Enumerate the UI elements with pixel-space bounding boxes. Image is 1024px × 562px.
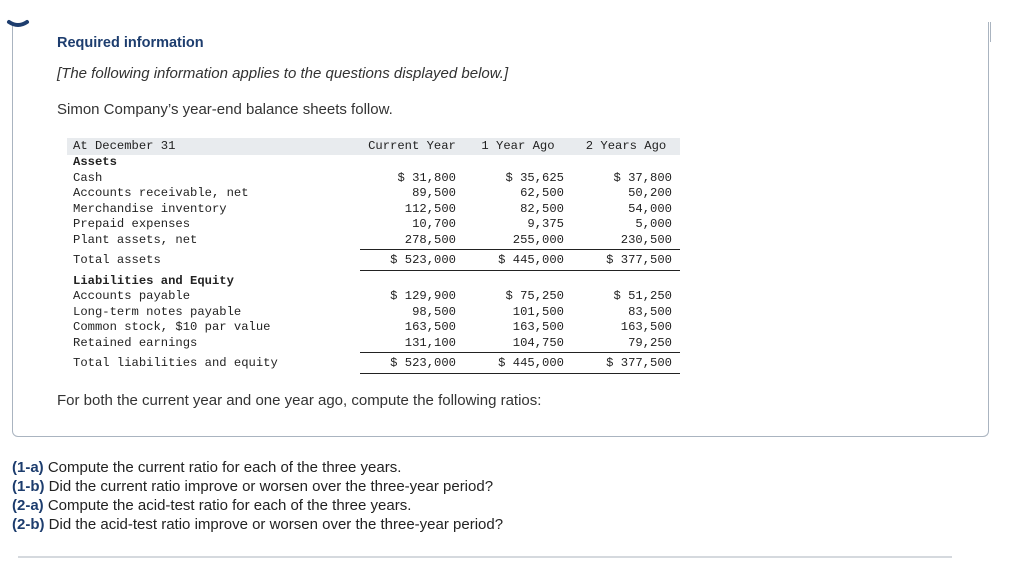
row-label: Retained earnings <box>73 336 198 351</box>
row-label: Total liabilities and equity <box>73 355 278 370</box>
row-label: Common stock, $10 par value <box>73 320 271 335</box>
cell-value: 83,500 <box>628 304 672 319</box>
required-information-title: Required information <box>57 35 204 51</box>
table-row <box>67 233 680 249</box>
question-list <box>12 458 503 534</box>
table-row-total <box>67 352 680 373</box>
cell-value: $ 35,625 <box>505 170 564 185</box>
row-label: Total assets <box>73 252 161 267</box>
cell-value: 255,000 <box>464 233 572 249</box>
column-header: Current Year <box>360 138 464 155</box>
cell-value: 79,250 <box>572 336 680 352</box>
table-row <box>67 217 680 233</box>
cell-value: 163,500 <box>404 320 456 335</box>
cell-value: 89,500 <box>412 186 456 201</box>
cell-value: $ 75,250 <box>505 289 564 304</box>
cell-value: 112,500 <box>404 201 456 216</box>
row-label: Plant assets, net <box>73 233 198 248</box>
question-tag: (1-a) <box>12 459 44 476</box>
row-label: Long-term notes payable <box>73 304 242 319</box>
cell-value: $ 523,000 <box>360 249 464 270</box>
row-label: Liabilities and Equity <box>73 273 234 288</box>
cell-value: $ 523,000 <box>360 352 464 373</box>
table-row <box>67 336 680 352</box>
table-row <box>67 274 680 290</box>
question-tag: (1-b) <box>12 478 45 495</box>
question-text: Did the acid-test ratio improve or worsen over the three-year period? <box>44 516 504 533</box>
table-header-row <box>67 138 680 155</box>
card-border-segment <box>990 22 991 42</box>
table-row <box>67 202 680 218</box>
cell-value: 104,750 <box>464 336 572 352</box>
cell-value: 163,500 <box>512 320 564 335</box>
cell-value: $ 129,900 <box>390 289 456 304</box>
question-item <box>12 477 503 496</box>
question-text: Compute the current ratio for each of the three years. <box>43 459 402 476</box>
column-header: 1 Year Ago <box>464 138 572 155</box>
cell-value: 10,700 <box>412 217 456 232</box>
question-text: Compute the acid-test ratio for each of the three years. <box>43 497 412 514</box>
cell-value: 131,100 <box>360 336 464 352</box>
balance-sheet-table <box>67 138 680 374</box>
table-row <box>67 320 680 336</box>
question-item <box>12 515 503 534</box>
cell-value: 101,500 <box>512 304 564 319</box>
info-marker-icon <box>6 6 30 30</box>
question-tag: (2-a) <box>12 497 44 514</box>
cell-value: $ 445,000 <box>464 249 572 270</box>
column-header: 2 Years Ago <box>572 138 680 155</box>
question-item <box>12 458 503 477</box>
row-label: Prepaid expenses <box>73 217 191 232</box>
question-tag: (2-b) <box>12 516 45 533</box>
table-row <box>67 155 680 171</box>
cell-value: $ 377,500 <box>572 249 680 270</box>
row-label: Merchandise inventory <box>73 201 227 216</box>
cell-value: 9,375 <box>527 217 564 232</box>
table-row <box>67 289 680 305</box>
row-label: Accounts receivable, net <box>73 186 249 201</box>
row-label: Assets <box>73 155 117 169</box>
cell-value: 278,500 <box>360 233 464 249</box>
divider <box>18 556 952 558</box>
cell-value: 163,500 <box>620 320 672 335</box>
cell-value: 54,000 <box>628 201 672 216</box>
cell-value: $ 377,500 <box>572 352 680 373</box>
cell-value: 82,500 <box>520 201 564 216</box>
cell-value: $ 445,000 <box>464 352 572 373</box>
cell-value: 62,500 <box>520 186 564 201</box>
column-header: At December 31 <box>67 138 360 155</box>
table-row <box>67 305 680 321</box>
row-label: Accounts payable <box>73 289 191 304</box>
table-row-total <box>67 249 680 270</box>
cell-value: $ 31,800 <box>397 170 456 185</box>
cell-value: $ 51,250 <box>613 289 672 304</box>
cell-value: 50,200 <box>628 186 672 201</box>
ratio-prompt: For both the current year and one year ago, compute the following ratios: <box>57 392 542 409</box>
row-label: Cash <box>73 170 103 185</box>
question-item <box>12 496 503 515</box>
table-row <box>67 186 680 202</box>
cell-value: 98,500 <box>412 304 456 319</box>
table-row <box>67 171 680 187</box>
cell-value: $ 37,800 <box>613 170 672 185</box>
question-text: Did the current ratio improve or worsen over the three-year period? <box>44 478 494 495</box>
cell-value: 230,500 <box>572 233 680 249</box>
cell-value: 5,000 <box>635 217 672 232</box>
applies-note: [The following information applies to the questions displayed below.] <box>57 65 509 82</box>
intro-text: Simon Company’s year-end balance sheets follow. <box>57 101 393 118</box>
